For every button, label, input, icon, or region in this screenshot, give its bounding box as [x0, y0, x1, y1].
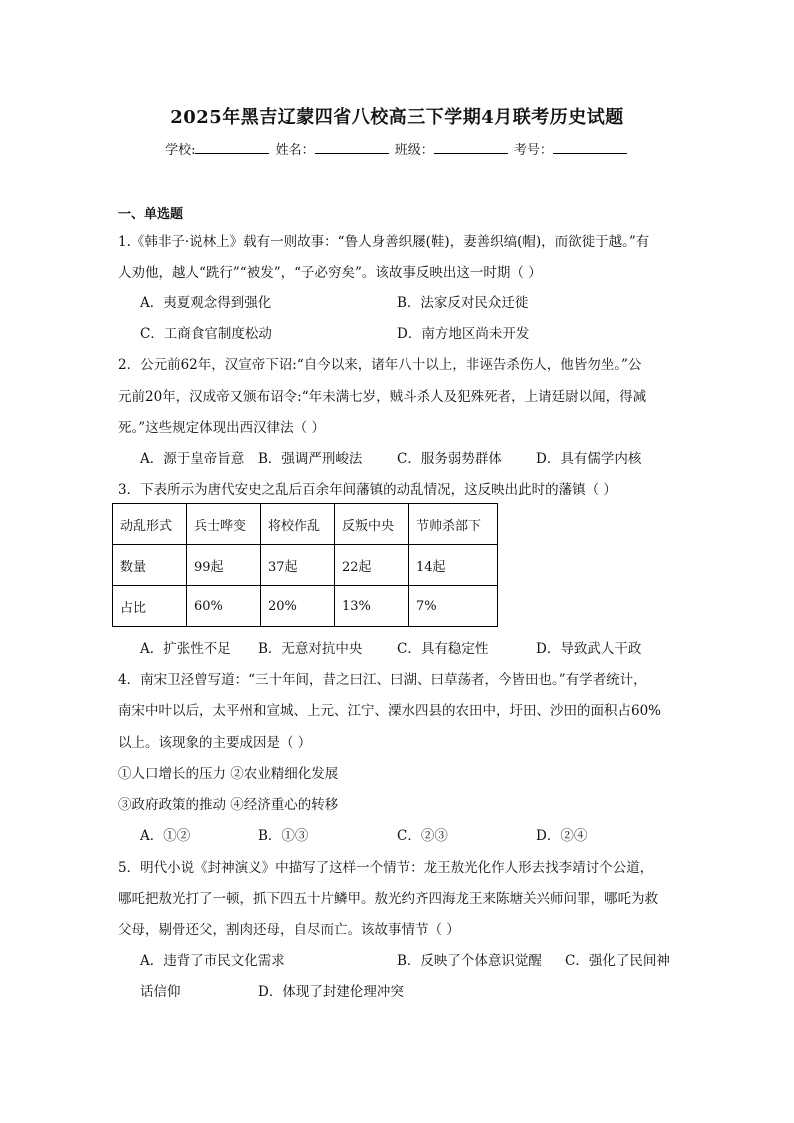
q5-option-a[interactable]: A．违背了市民文化需求 — [140, 953, 285, 969]
q4-option-a[interactable]: A．①② — [140, 828, 191, 844]
table-cell: 兵士哗变 — [187, 504, 261, 545]
table-row — [113, 504, 498, 545]
section-title: 一、单选题 — [118, 207, 184, 222]
exam-no-label: 考号： — [513, 143, 553, 158]
q5-line3: 父母，剔骨还父，割肉还母，自尽而亡。该故事情节（ ） — [118, 922, 460, 938]
q5-line1: 5．明代小说《封神演义》中描写了这样一个情节：龙王敖光化作人形去找李靖讨个公道， — [118, 860, 654, 876]
table-cell: 反叛中央 — [335, 504, 409, 545]
table-cell: 14起 — [409, 545, 498, 586]
table-cell: 动乱形式 — [113, 504, 187, 545]
q4-items-1: ①人口增长的压力 ②农业精细化发展 — [118, 766, 339, 782]
q5-option-c-continued[interactable]: 话信仰 — [140, 984, 181, 1000]
q2-option-d[interactable]: D．具有儒学内核 — [536, 451, 642, 467]
q3-option-c[interactable]: C．具有稳定性 — [397, 641, 489, 657]
q5-option-c[interactable]: C．强化了民间神 — [565, 953, 670, 969]
school-blank[interactable] — [195, 141, 269, 154]
table-row — [113, 586, 498, 627]
table-cell: 占比 — [113, 586, 187, 627]
q3-table — [112, 503, 498, 627]
q2-option-c[interactable]: C．服务弱势群体 — [397, 451, 502, 467]
q4-option-d[interactable]: D．②④ — [536, 828, 588, 844]
q4-option-c[interactable]: C．②③ — [397, 828, 448, 844]
q2-option-a[interactable]: A．源于皇帝旨意 — [140, 451, 245, 467]
q1-option-a[interactable]: A．夷夏观念得到强化 — [140, 295, 272, 311]
q3-option-a[interactable]: A．扩张性不足 — [140, 641, 231, 657]
table-cell: 22起 — [335, 545, 409, 586]
table-row — [113, 545, 498, 586]
school-label: 学校: — [165, 143, 196, 158]
q3-line1: 3．下表所示为唐代安史之乱后百余年间藩镇的动乱情况，这反映出此时的藩镇（ ） — [118, 482, 617, 498]
q2-option-b[interactable]: B．强调严刑峻法 — [258, 451, 363, 467]
q3-option-b[interactable]: B．无意对抗中央 — [258, 641, 363, 657]
q1-line1: 1.《韩非子·说林上》载有一则故事：“鲁人身善织屦(鞋)，妻善织缟(帽)，而欲徙于越。”有 — [118, 234, 650, 250]
table-cell: 数量 — [113, 545, 187, 586]
page-title: 2025年黑吉辽蒙四省八校高三下学期4月联考历史试题 — [170, 107, 624, 128]
q2-line3: 死。”这些规定体现出西汉律法（ ） — [118, 420, 325, 436]
q1-line2: 人劝他，越人“跣行”“被发”，“子必穷矣”。该故事反映出这一时期（ ） — [118, 265, 542, 281]
table-cell: 37起 — [261, 545, 335, 586]
q4-line2: 南宋中叶以后，太平州和宣城、上元、江宁、溧水四县的农田中，圩田、沙田的面积占60% — [118, 703, 662, 719]
name-label: 姓名： — [275, 143, 315, 158]
class-label: 班级： — [394, 143, 434, 158]
q4-items-2: ③政府政策的推动 ④经济重心的转移 — [118, 797, 339, 813]
q5-option-d[interactable]: D．体现了封建伦理冲突 — [258, 984, 404, 1000]
table-cell: 节帅杀部下 — [409, 504, 498, 545]
student-info-row — [0, 139, 794, 158]
q3-option-d[interactable]: D．导致武人干政 — [536, 641, 642, 657]
table-cell: 99起 — [187, 545, 261, 586]
q1-option-d[interactable]: D．南方地区尚未开发 — [397, 326, 530, 342]
table-cell: 60% — [187, 586, 261, 627]
table-cell: 7% — [409, 586, 498, 627]
q1-option-b[interactable]: B．法家反对民众迁徙 — [397, 295, 529, 311]
table-cell: 20% — [261, 586, 335, 627]
q5-line2: 哪吒把敖光打了一顿，抓下四五十片鳞甲。敖光约齐四海龙王来陈塘关兴师问罪，哪吒为救 — [118, 891, 658, 907]
q4-option-b[interactable]: B．①③ — [258, 828, 309, 844]
exam-no-blank[interactable] — [553, 141, 627, 154]
q5-option-b[interactable]: B．反映了个体意识觉醒 — [397, 953, 542, 969]
q2-line2: 元前20年，汉成帝又颁布诏令:“年未满七岁，贼斗杀人及犯殊死者，上请廷尉以闻，得减 — [118, 389, 647, 405]
q4-line1: 4．南宋卫泾曾写道：“三十年间，昔之曰江、曰湖、曰草荡者，今皆田也。”有学者统计， — [118, 672, 647, 688]
table-cell: 将校作乱 — [261, 504, 335, 545]
q4-line3: 以上。该现象的主要成因是（ ） — [118, 735, 312, 751]
q1-option-c[interactable]: C．工商食官制度松动 — [140, 326, 272, 342]
table-cell: 13% — [335, 586, 409, 627]
class-blank[interactable] — [434, 141, 508, 154]
name-blank[interactable] — [315, 141, 389, 154]
q2-line1: 2．公元前62年，汉宣帝下诏:“自今以来，诸年八十以上，非诬告杀伤人，他皆勿坐。”公 — [118, 357, 642, 373]
